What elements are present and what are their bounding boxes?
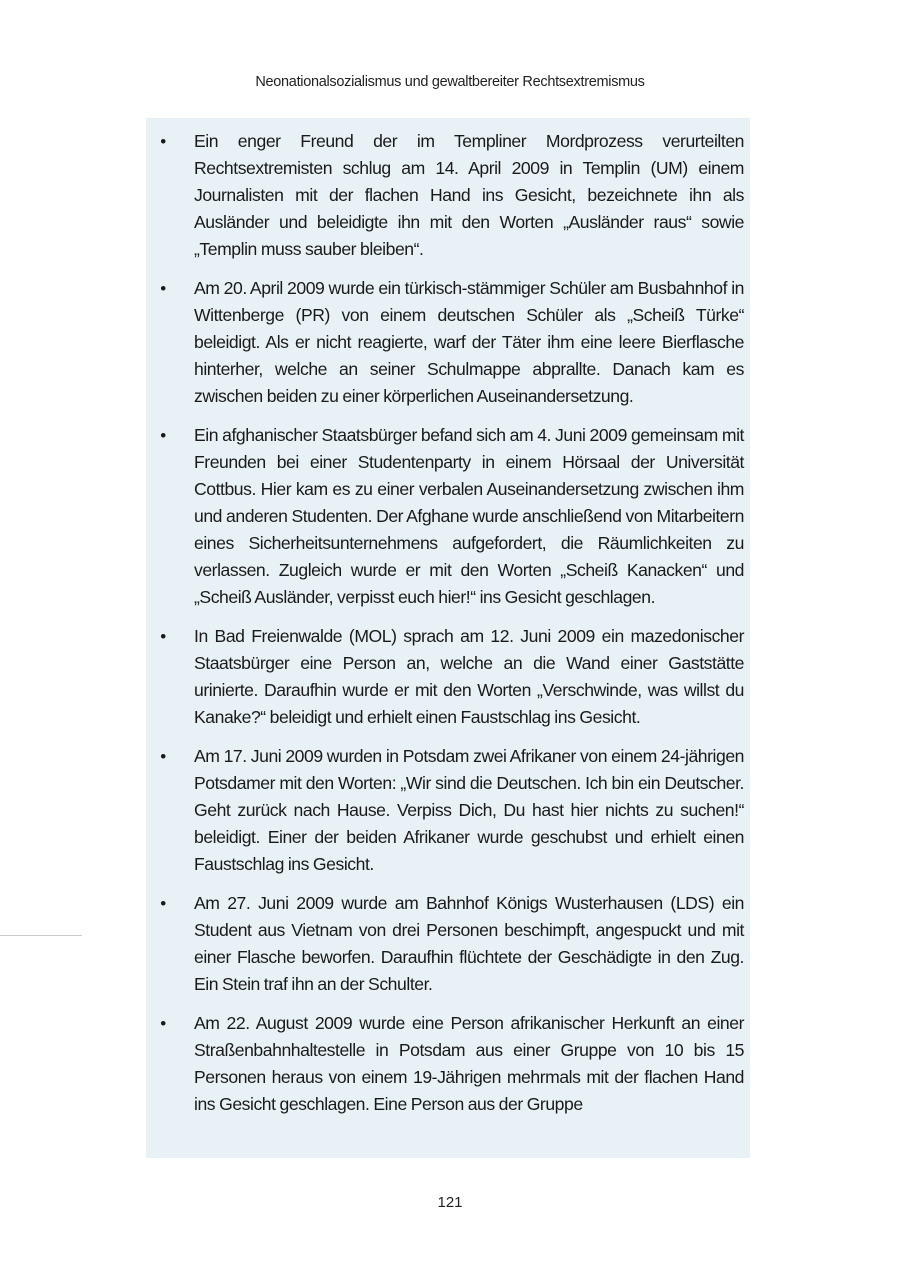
incident-list — [146, 118, 750, 1118]
list-item-text: Ein afghanischer Staatsbürger befand sich am 4. Juni 2009 gemeinsam mit Freunden bei einer Studentenparty in einem Hörsaal der Universität Cottbus. Hier kam es zu einer verbalen Auseinandersetzung zwischen ihm und anderen Studenten. Der Afghane wurde anschließend von Mitarbeitern eines Sicherheitsunternehmens aufgefordert, die Räumlichkeiten zu verlassen. Zugleich wurde er mit den Worten „Scheiß Kanacken“ und „Scheiß Ausländer, verpisst euch hier!“ ins Gesicht geschlagen. — [194, 425, 744, 607]
list-item — [146, 422, 750, 611]
bullet-icon: • — [160, 279, 166, 298]
list-item-text: Am 22. August 2009 wurde eine Person afrikanischer Herkunft an einer Straßenbahnhaltestelle in Potsdam aus einer Gruppe von 10 bis 15 Personen heraus von einem 19-Jährigen mehrmals mit der flachen Hand ins Gesicht geschlagen. Eine Person aus der Gruppe — [194, 1013, 744, 1114]
bullet-icon: • — [160, 627, 166, 646]
list-item — [146, 128, 750, 263]
bullet-icon: • — [160, 132, 166, 151]
bullet-icon: • — [160, 894, 166, 913]
list-item — [146, 275, 750, 410]
bullet-icon: • — [160, 747, 166, 766]
highlighted-text-box — [146, 118, 750, 1158]
list-item-text: Am 27. Juni 2009 wurde am Bahnhof Königs Wusterhausen (LDS) ein Student aus Vietnam von drei Personen beschimpft, angespuckt und mit einer Flasche beworfen. Daraufhin flüchtete der Geschädigte in den Zug. Ein Stein traf ihn an der Schulter. — [194, 893, 744, 994]
list-item — [146, 890, 750, 998]
margin-line — [0, 935, 82, 936]
list-item — [146, 623, 750, 731]
list-item-text: Am 20. April 2009 wurde ein türkisch-stämmiger Schüler am Busbahnhof in Wittenberge (PR) von einem deutschen Schüler als „Scheiß Türke“ beleidigt. Als er nicht reagierte, warf der Täter ihm eine leere Bierflasche hinterher, welche an seiner Schulmappe abprallte. Danach kam es zwischen beiden zu einer körperlichen Auseinandersetzung. — [194, 278, 744, 406]
bullet-icon: • — [160, 426, 166, 445]
list-item — [146, 1010, 750, 1118]
list-item-text: Am 17. Juni 2009 wurden in Potsdam zwei Afrikaner von einem 24-jährigen Potsdamer mit den Worten: „Wir sind die Deutschen. Ich bin ein Deutscher. Geht zurück nach Hause. Verpiss Dich, Du hast hier nichts zu suchen!“ beleidigt. Einer der beiden Afrikaner wurde geschubst und erhielt einen Faustschlag ins Gesicht. — [194, 746, 744, 874]
list-item — [146, 743, 750, 878]
page-number: 121 — [437, 1194, 463, 1211]
list-item-text: Ein enger Freund der im Templiner Mordprozess verurteilten Rechtsextremisten schlug am 14. April 2009 in Templin (UM) einem Journalisten mit der flachen Hand ins Gesicht, bezeichnete ihn als Ausländer und beleidigte ihn mit den Worten „Ausländer raus“ sowie „Templin muss sauber bleiben“. — [194, 131, 744, 259]
page-header: Neonationalsozialismus und gewaltbereiter Rechtsextremismus — [255, 74, 645, 90]
list-item-text: In Bad Freienwalde (MOL) sprach am 12. Juni 2009 ein mazedonischer Staatsbürger eine Person an, welche an die Wand einer Gaststätte urinierte. Daraufhin wurde er mit den Worten „Verschwinde, was willst du Kanake?“ beleidigt und erhielt einen Faustschlag ins Gesicht. — [194, 626, 744, 727]
bullet-icon: • — [160, 1014, 166, 1033]
